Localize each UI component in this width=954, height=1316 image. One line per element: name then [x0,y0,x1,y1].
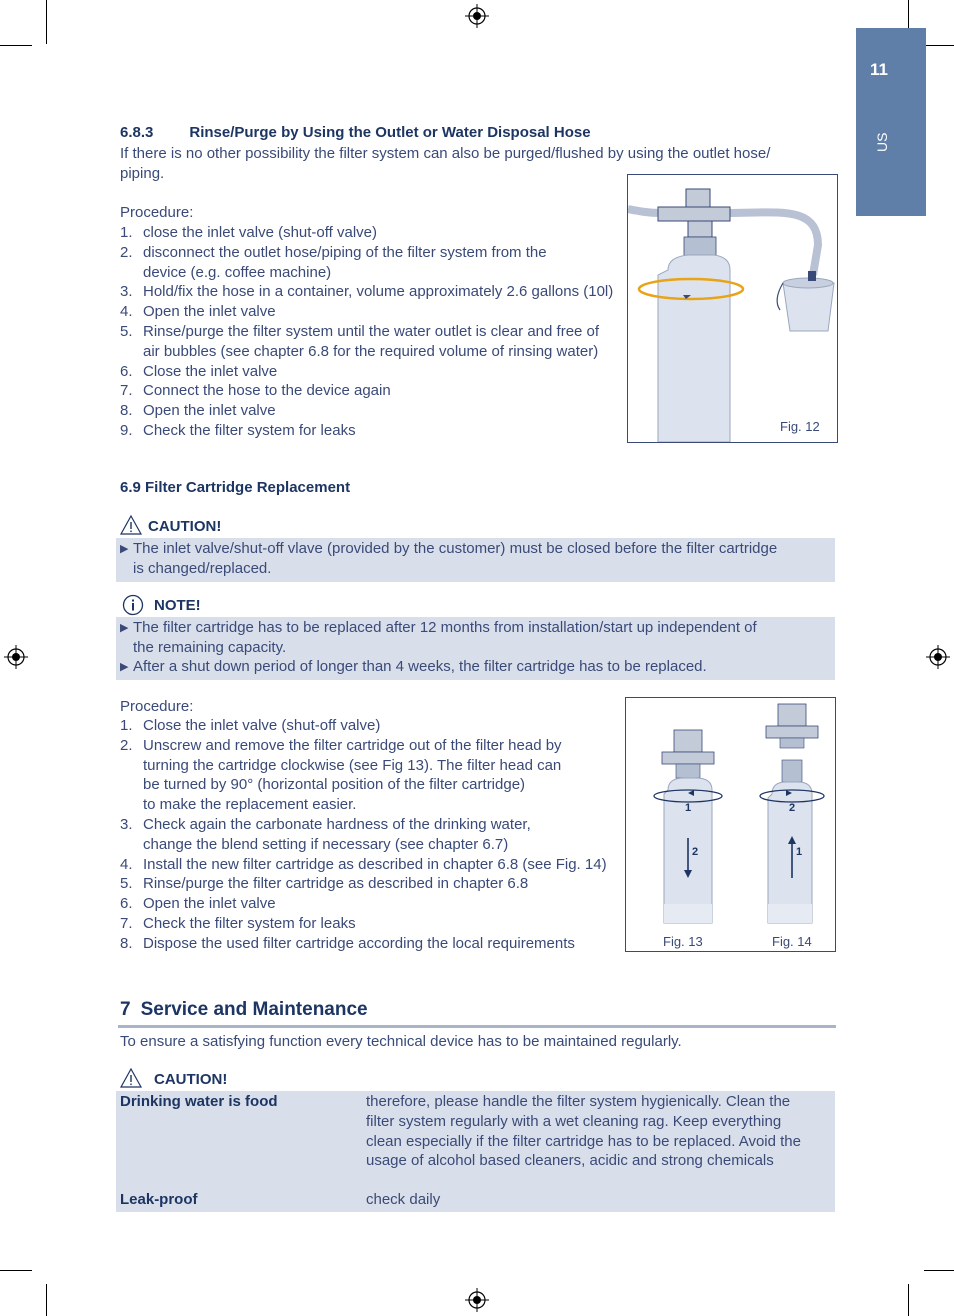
step-number [120,756,143,776]
step-number: 2. [120,736,133,754]
registration-mark-icon [4,645,28,669]
step-text: Check the filter system for leaks [143,421,356,439]
crop-mark [0,45,32,46]
step-number: 4. [120,855,133,873]
procedure-step [120,736,620,756]
step-text: close the inlet valve (shut-off valve) [143,224,378,241]
step-text: Open the inlet valve [143,402,276,420]
caution-heading [120,515,221,535]
section-title: Rinse/Purge by Using the Outlet or Water Disposal Hose [189,124,591,141]
maintenance-table [116,1091,835,1212]
caution-label: CAUTION! [154,1071,228,1088]
chapter-intro: To ensure a satisfying function every technical device has to be maintained regularly. [120,1033,682,1050]
maintenance-line: therefore, please handle the filter system hygienically. Clean the [366,1093,791,1110]
step-number [120,342,143,362]
section-heading: 6.9 Filter Cartridge Replacement [120,479,351,496]
cartridge-replacement-illustration [626,698,835,951]
procedure-step [120,835,620,855]
step-text: Check the filter system for leaks [143,914,356,932]
step-text: Hold/fix the hose in a container, volume approximately 2.6 gallons (10l) [143,283,614,301]
procedure-step [120,282,630,302]
maintenance-row-text [366,1092,836,1171]
step-number: 1. [120,224,133,241]
bullet-triangle-icon: ▶ [120,622,129,634]
maintenance-row-label: Leak-proof [120,1191,198,1208]
note-line: The filter cartridge has to be replaced after 12 months from installation/start up independent of [133,619,757,636]
maintenance-line: filter system regularly with a wet cleaning rag. Keep everything [366,1112,782,1130]
procedure-step [120,934,620,954]
procedure-step [120,855,620,875]
procedure-step [120,421,630,441]
caution-heading [120,1068,227,1088]
step-number: 5. [120,875,133,893]
procedure-step [120,302,630,322]
intro-line: If there is no other possibility the filter system can also be purged/flushed by using the outlet hose/ [120,145,771,162]
step-number: 5. [120,322,133,340]
caution-label: CAUTION! [148,518,222,535]
procedure-step [120,874,620,894]
crop-mark [924,1270,954,1271]
step-number: 3. [120,283,133,301]
step-text: disconnect the outlet hose/piping of the filter system from the [143,243,547,261]
step-text: Rinse/purge the filter system until the water outlet is clear and free of [143,322,600,340]
step-text: turning the cartridge clockwise (see Fig 13). The filter head can [143,756,562,774]
figure-caption: Fig. 12 [780,419,820,434]
procedure-step [120,914,620,934]
step-text: device (e.g. coffee machine) [143,263,332,281]
step-text: Install the new filter cartridge as described in chapter 6.8 (see Fig. 14) [143,855,607,873]
step-number: 1. [120,717,133,734]
procedure-step [120,263,630,283]
chapter-heading [120,999,368,1021]
maintenance-line: clean especially if the filter cartridge has to be replaced. Avoid the [366,1132,801,1150]
step-number: 9. [120,421,133,439]
step-text: to make the replacement easier. [143,796,357,814]
step-number [120,775,143,795]
step-text: Rinse/purge the filter cartridge as described in chapter 6.8 [143,875,529,893]
procedure-step [120,322,630,342]
procedure-step [120,381,630,401]
page-number: 11 [870,60,888,79]
caution-box [116,538,835,582]
step-text: Connect the hose to the device again [143,382,391,400]
maintenance-row-label: Drinking water is food [120,1093,278,1110]
procedure-step [120,401,630,421]
crop-mark [924,45,954,46]
section-heading [120,124,591,141]
step-number: 8. [120,402,133,420]
step-number: 6. [120,362,133,380]
chapter-number: 7 [120,999,131,1020]
procedure-label: Procedure: [120,698,194,715]
bullet-triangle-icon: ▶ [120,661,129,673]
step-number [120,795,143,815]
bullet-triangle-icon: ▶ [120,543,129,555]
info-icon [122,594,144,616]
note-bullet [116,618,831,658]
filter-hose-illustration [628,175,837,442]
registration-mark-icon [465,4,489,28]
procedure-step [120,756,620,776]
procedure-step [120,894,620,914]
crop-mark [46,0,47,44]
procedure-step [120,342,630,362]
fig14-mark: 1 [796,846,803,858]
procedure-step [120,243,630,263]
step-number: 8. [120,934,133,952]
crop-mark [908,0,909,30]
procedure-step [120,815,620,835]
warning-icon [120,1068,142,1088]
step-text: Dispose the used filter cartridge according the local requirements [143,934,575,952]
step-number [120,263,143,283]
crop-mark [46,1284,47,1316]
region-label-text: US [874,132,890,152]
fig13-mark: 1 [685,802,692,814]
step-text: Open the inlet valve [143,895,276,913]
note-line: the remaining capacity. [133,638,287,656]
step-text: Unscrew and remove the filter cartridge out of the filter head by [143,736,562,754]
step-number: 3. [120,815,133,833]
procedure-step [120,775,620,795]
step-number [120,835,143,855]
procedure-list [120,223,630,441]
warning-icon [120,515,142,535]
fig13-mark: 2 [692,846,699,858]
chapter-title: Service and Maintenance [140,999,368,1020]
procedure-list [120,716,620,954]
step-text: Close the inlet valve [143,362,278,380]
step-text: air bubbles (see chapter 6.8 for the required volume of rinsing water) [143,342,599,360]
section-number: 6.8.3 [120,124,154,141]
note-box [116,617,835,680]
chapter-rule [118,1025,836,1028]
note-line: After a shut down period of longer than 4 weeks, the filter cartridge has to be replaced. [133,658,707,675]
caution-bullet [116,539,831,579]
registration-mark-icon [465,1288,489,1312]
step-number: 7. [120,382,133,400]
step-number: 4. [120,303,133,321]
procedure-step [120,362,630,382]
procedure-step [120,795,620,815]
crop-mark [0,1270,32,1271]
figure-caption: Fig. 14 [772,934,812,949]
procedure-step [120,716,620,736]
registration-mark-icon [926,645,950,669]
step-number: 7. [120,914,133,932]
intro-line: piping. [120,164,165,182]
step-number: 6. [120,895,133,913]
maintenance-line: usage of alcohol based cleaners, acidic and strong chemicals [366,1152,774,1170]
step-text: Open the inlet valve [143,303,276,321]
note-heading [122,594,201,616]
note-bullet [116,657,831,678]
figure-caption: Fig. 13 [663,934,703,949]
procedure-step [120,223,630,243]
note-label: NOTE! [154,596,201,614]
figure-12 [627,174,838,443]
caution-line: The inlet valve/shut-off vlave (provided by the customer) must be closed before the filter cartridge [133,540,778,557]
crop-mark [908,1284,909,1316]
step-text: change the blend setting if necessary (see chapter 6.7) [143,835,509,853]
figure-13-14 [625,697,836,952]
fig14-mark: 2 [789,802,796,814]
step-text: be turned by 90° (horizontal position of the filter cartridge) [143,776,526,794]
step-text: Close the inlet valve (shut-off valve) [143,717,381,734]
procedure-label: Procedure: [120,204,194,221]
maintenance-row-text: check daily [366,1191,441,1208]
step-number: 2. [120,243,133,261]
caution-line: is changed/replaced. [133,559,272,577]
region-label [874,122,892,152]
step-text: Check again the carbonate hardness of the drinking water, [143,815,531,833]
